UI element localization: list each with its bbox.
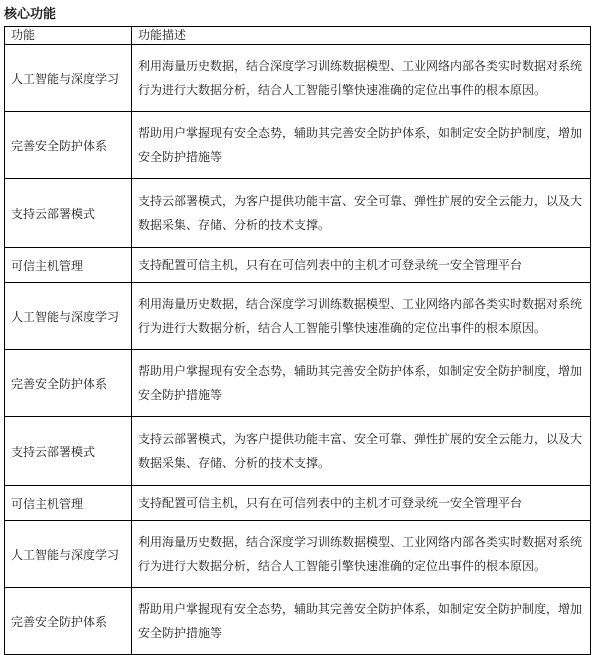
feature-description: 利用海量历史数据，结合深度学习训练数据模型、工业网络内部各类实时数据对系统行为进行大数据分析，结合人工智能引擎快速准确的定位出事件的根本原因。 (132, 45, 591, 112)
feature-description: 支持配置可信主机，只有在可信列表中的主机才可登录统一安全管理平台 (132, 248, 591, 283)
feature-name: 完善安全防护体系 (5, 350, 132, 417)
header-feature: 功能 (5, 27, 132, 45)
feature-name: 人工智能与深度学习 (5, 45, 132, 112)
feature-description: 支持云部署模式，为客户提供功能丰富、安全可靠、弹性扩展的安全云能力，以及大数据采集、存储、分析的技术支撑。 (132, 417, 591, 486)
table-row (5, 45, 591, 112)
table-header-row (5, 27, 591, 45)
header-description: 功能描述 (132, 27, 591, 45)
table-row (5, 248, 591, 283)
feature-name: 可信主机管理 (5, 486, 132, 521)
feature-description: 利用海量历史数据，结合深度学习训练数据模型、工业网络内部各类实时数据对系统行为进行大数据分析，结合人工智能引擎快速准确的定位出事件的根本原因。 (132, 521, 591, 588)
feature-description: 帮助用户掌握现有安全态势，辅助其完善安全防护体系，如制定安全防护制度，增加安全防护措施等 (132, 350, 591, 417)
feature-name: 支持云部署模式 (5, 417, 132, 486)
table-row (5, 350, 591, 417)
feature-name: 可信主机管理 (5, 248, 132, 283)
feature-description: 帮助用户掌握现有安全态势，辅助其完善安全防护体系，如制定安全防护制度，增加安全防护措施等 (132, 588, 591, 655)
feature-description: 利用海量历史数据，结合深度学习训练数据模型、工业网络内部各类实时数据对系统行为进行大数据分析，结合人工智能引擎快速准确的定位出事件的根本原因。 (132, 283, 591, 350)
feature-name: 人工智能与深度学习 (5, 521, 132, 588)
table-row (5, 588, 591, 655)
section-title: 核心功能 (4, 7, 57, 22)
feature-name: 完善安全防护体系 (5, 588, 132, 655)
feature-name: 人工智能与深度学习 (5, 283, 132, 350)
table-row (5, 486, 591, 521)
table-row (5, 179, 591, 248)
table-row (5, 112, 591, 179)
feature-description: 支持配置可信主机，只有在可信列表中的主机才可登录统一安全管理平台 (132, 486, 591, 521)
feature-description: 支持云部署模式，为客户提供功能丰富、安全可靠、弹性扩展的安全云能力，以及大数据采集、存储、分析的技术支撑。 (132, 179, 591, 248)
feature-name: 完善安全防护体系 (5, 112, 132, 179)
feature-name: 支持云部署模式 (5, 179, 132, 248)
features-table (4, 26, 591, 655)
table-row (5, 283, 591, 350)
feature-description: 帮助用户掌握现有安全态势，辅助其完善安全防护体系，如制定安全防护制度，增加安全防护措施等 (132, 112, 591, 179)
table-row (5, 417, 591, 486)
table-row (5, 521, 591, 588)
